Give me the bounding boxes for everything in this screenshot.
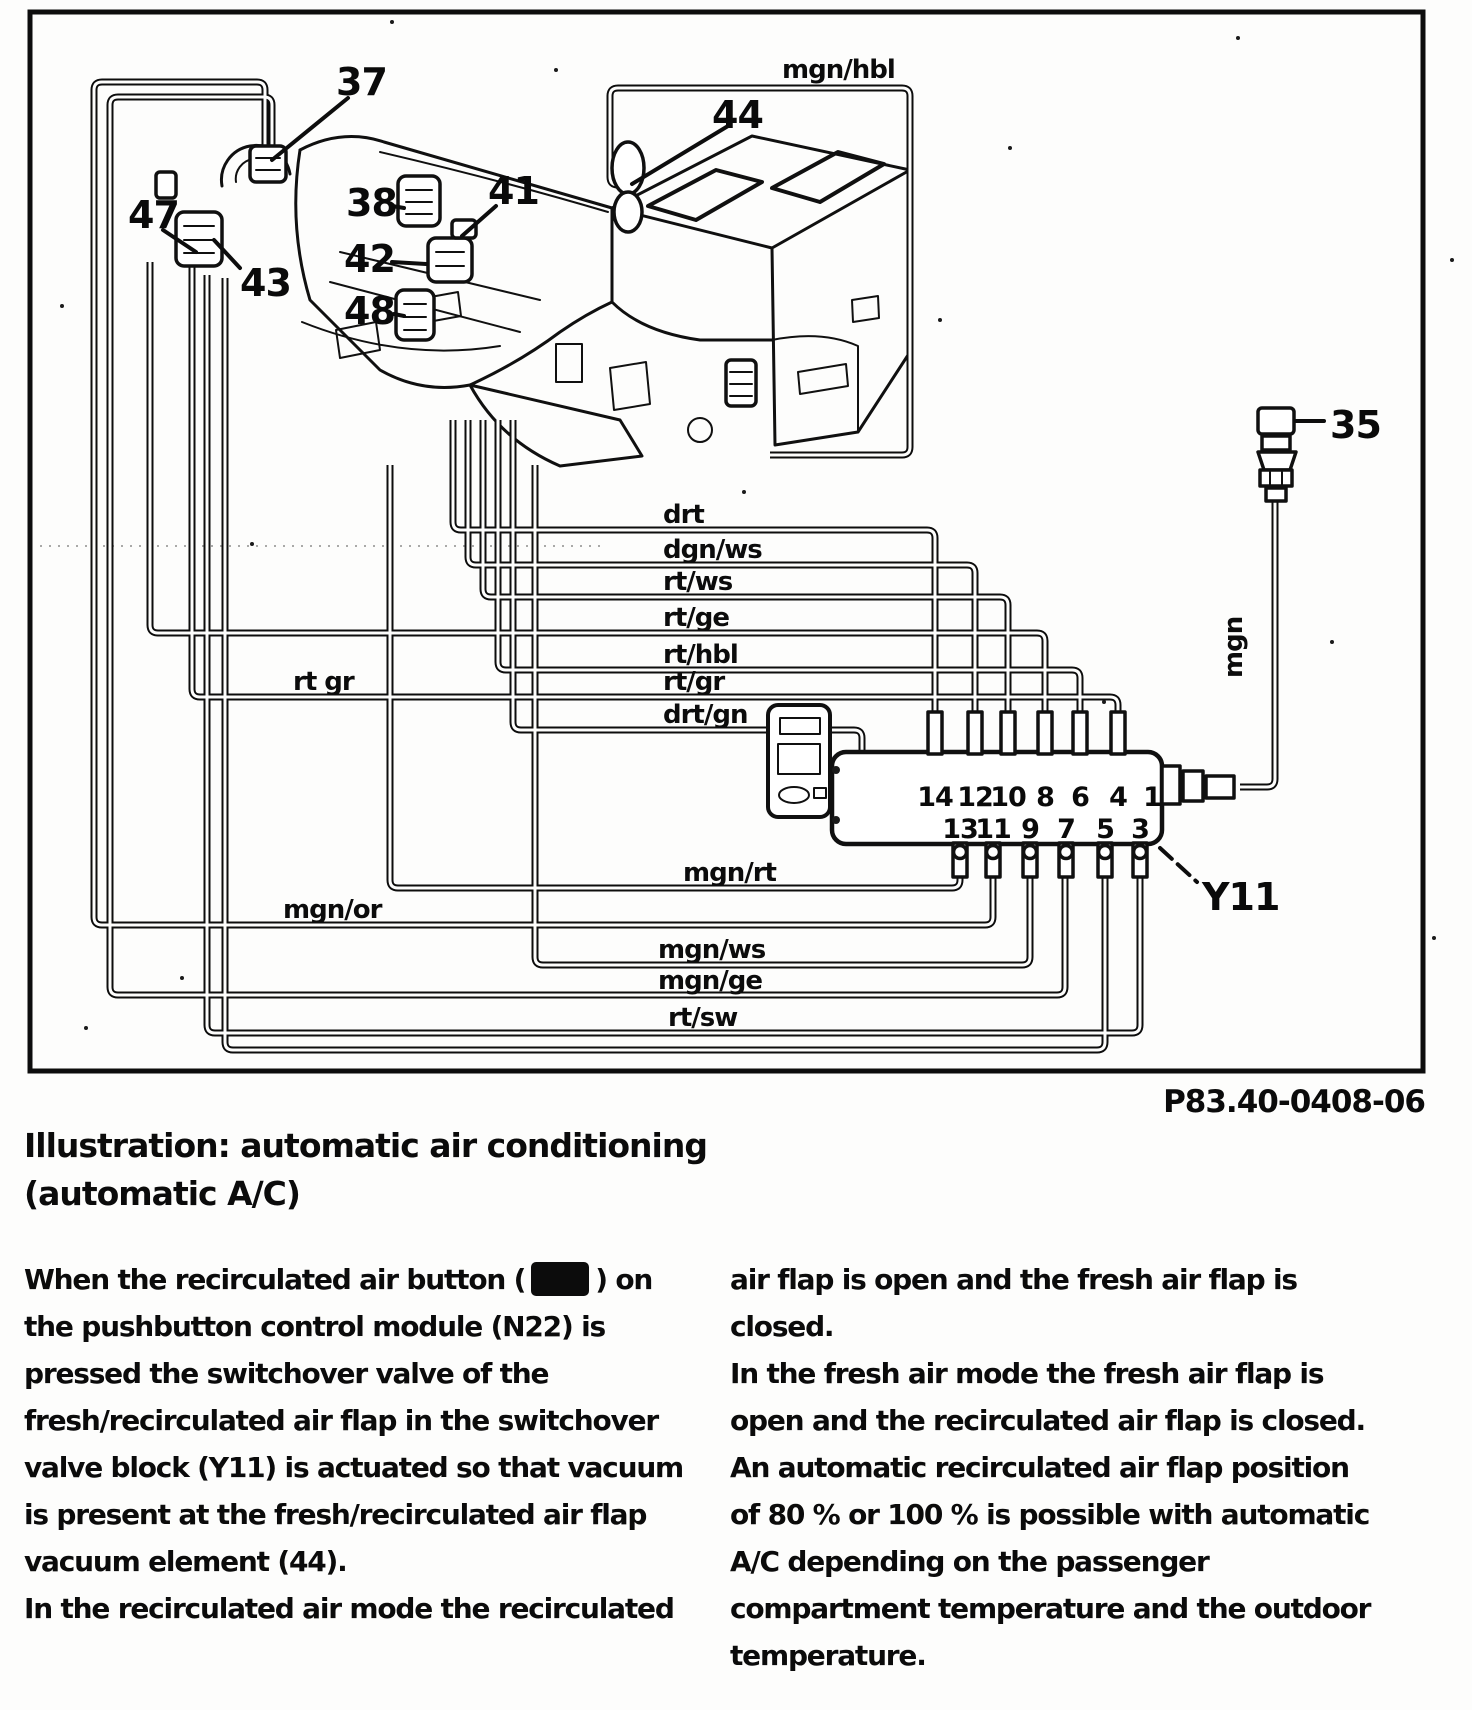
hose-label-rt-ws: rt/ws [663,567,733,597]
body-left-column [24,1256,704,1632]
connector-35-art [1258,408,1324,501]
body-line: open and the recirculated air flap is closed. [730,1404,1365,1437]
body-line: compartment temperature and the outdoor [730,1592,1371,1625]
figure-part-number: P83.40-0408-06 [1163,1084,1425,1120]
port-label-12: 12 [957,782,993,813]
hose-label-mgn-ge: mgn/ge [658,966,762,996]
hose-label-mgn-or: mgn/or [283,895,382,925]
body-line: air flap is open and the fresh air flap is [730,1263,1297,1296]
recirculated-air-button-icon [531,1262,589,1296]
port-label-6: 6 [1071,782,1089,813]
callout-37: 37 [336,60,387,104]
hose-label-dgn-ws: dgn/ws [663,535,762,565]
vacuum-actuators [156,142,644,340]
callout-47: 47 [128,193,179,237]
port-label-9: 9 [1021,814,1039,845]
body-right-column [730,1256,1430,1679]
caption-line-1: Illustration: automatic air conditioning [24,1126,707,1165]
hose-label-drt: drt [663,500,704,530]
body-line: the pushbutton control module (N22) is [24,1310,605,1343]
callout-48: 48 [344,289,395,333]
body-line: closed. [730,1310,834,1343]
hose-label-drt-gn: drt/gn [663,700,748,730]
body-line: valve block (Y11) is actuated so that vacuum [24,1451,684,1484]
port-label-7: 7 [1057,814,1075,845]
valve-bottom-stems [953,843,1147,877]
port-label-10: 10 [990,782,1026,813]
callout-42: 42 [344,237,395,281]
body-line: vacuum element (44). [24,1545,347,1578]
body-line: In the recirculated air mode the recirculated [24,1592,674,1625]
port-label-1: 1 [1143,782,1161,813]
body-line [24,1256,704,1303]
callout-41: 41 [488,169,539,213]
body-text: When the recirculated air button ( [24,1263,526,1296]
hose-label-mgn-hbl: mgn/hbl [782,55,895,85]
hose-label-rt-gr: rt/gr [663,667,725,697]
body-line: is present at the fresh/recirculated air flap [24,1498,647,1531]
body-line: A/C depending on the passenger [730,1545,1209,1578]
hose-label-mgn-rt: mgn/rt [683,858,776,888]
body-line: An automatic recirculated air flap position [730,1451,1349,1484]
callout-38: 38 [346,181,397,225]
callout-35: 35 [1330,403,1381,447]
port-label-5: 5 [1096,814,1114,845]
hose-label-mgn-ws: mgn/ws [658,935,766,965]
body-line: fresh/recirculated air flap in the switchover [24,1404,658,1437]
callout-44: 44 [712,93,763,137]
port-label-8: 8 [1036,782,1054,813]
callout-43: 43 [240,261,291,305]
hose-label-rt-ge: rt/ge [663,603,729,633]
port-label-14: 14 [917,782,953,813]
hose-label-rt-gr-left: rt gr [293,667,354,697]
body-text: ) on [595,1263,653,1296]
hvac-unit-art [221,136,910,466]
callout-y11: Y11 [1202,875,1280,919]
port-label-3: 3 [1131,814,1149,845]
valve-top-stems [928,712,1125,754]
figure-caption [24,1122,707,1218]
port-label-13: 13 [942,814,978,845]
caption-line-2: (automatic A/C) [24,1174,300,1213]
body-line: pressed the switchover valve of the [24,1357,549,1390]
hose-label-rt-hbl: rt/hbl [663,640,738,670]
body-line: In the fresh air mode the fresh air flap is [730,1357,1324,1390]
port-label-11: 11 [975,814,1011,845]
body-line: of 80 % or 100 % is possible with automatic [730,1498,1370,1531]
hose-label-mgn: mgn [1219,616,1249,678]
port-label-4: 4 [1109,782,1127,813]
hose-label-rt-sw: rt/sw [668,1003,738,1033]
body-line: temperature. [730,1639,926,1672]
